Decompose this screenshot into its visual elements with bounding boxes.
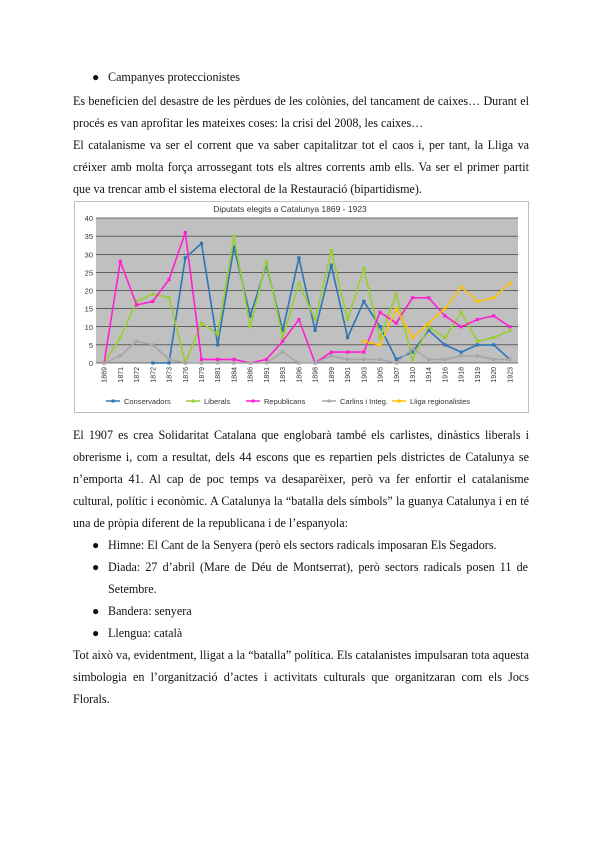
data-point	[492, 336, 495, 339]
data-point	[508, 358, 511, 361]
x-tick-label: 1920	[491, 367, 499, 383]
data-point	[167, 358, 170, 361]
legend-marker	[252, 400, 255, 403]
data-point	[476, 318, 479, 321]
y-tick-label: 10	[84, 322, 93, 332]
x-tick-label: 1869	[101, 367, 109, 383]
data-point	[411, 336, 414, 339]
data-point	[135, 340, 138, 343]
data-point	[184, 231, 187, 234]
x-tick-label: 1918	[458, 367, 466, 383]
data-point	[395, 307, 398, 310]
data-point	[460, 285, 463, 288]
y-tick-label: 40	[84, 214, 93, 223]
x-tick-label: 1872	[150, 367, 158, 383]
data-point	[232, 235, 235, 238]
data-point	[492, 343, 495, 346]
data-point	[346, 318, 349, 321]
data-point	[443, 358, 446, 361]
data-point	[362, 358, 365, 361]
data-point	[151, 343, 154, 346]
x-tick-label: 1872	[134, 367, 142, 383]
data-point	[330, 249, 333, 252]
x-tick-label: 1910	[410, 367, 417, 383]
data-point	[411, 296, 414, 299]
data-point	[330, 264, 333, 267]
x-tick-label: 1898	[312, 367, 320, 383]
paragraph-2: El catalanisme va ser el corrent que va saber capitalitzar tot el caos i, per tant, la Lliga va créixer amb molta força arrossegant tots els altres corrents amb ells. Va ser el primer partit que va trencar amb el sistema electoral de la Restauració (bipartidisme).	[73, 138, 529, 196]
data-point	[378, 325, 381, 328]
legend	[106, 397, 470, 406]
x-tick-label: 1919	[474, 367, 482, 383]
y-tick-label: 25	[84, 268, 93, 278]
data-point	[232, 358, 235, 361]
data-point	[346, 358, 349, 361]
data-point	[395, 293, 398, 296]
data-point	[395, 322, 398, 325]
data-point	[427, 358, 430, 361]
bullet-dot: ●	[92, 538, 100, 552]
data-point	[249, 325, 252, 328]
legend-marker	[398, 400, 401, 403]
data-point	[346, 336, 349, 339]
data-point	[265, 358, 268, 361]
data-point	[362, 351, 365, 354]
x-tick-label: 1907	[393, 367, 401, 383]
x-tick-label: 1914	[426, 367, 434, 383]
data-point	[362, 300, 365, 303]
data-point	[119, 336, 122, 339]
data-point	[346, 351, 349, 354]
x-tick-label: 1923	[507, 367, 515, 383]
data-point	[167, 278, 170, 281]
paragraph-4: Tot això va, evidentment, lligat a la “batalla” política. Els catalanistes impulsaran tota aquesta simbologia en l’organització d’actes i activitats culturals que organitzaran com els Jocs Florals.	[73, 648, 529, 706]
legend-marker	[112, 400, 115, 403]
symbol-item-anthem: Himne: El Cant de la Senyera (però els sectors radicals imposaran Els Segadors.	[108, 538, 497, 552]
data-point	[427, 325, 430, 328]
data-point	[395, 358, 398, 361]
x-tick-label: 1899	[328, 367, 336, 383]
x-tick-label: 1873	[166, 367, 174, 383]
data-point	[508, 325, 511, 328]
data-point	[476, 354, 479, 357]
x-tick-label: 1884	[231, 367, 239, 383]
data-point	[427, 296, 430, 299]
paragraph-3: El 1907 es crea Solidaritat Catalana que englobarà també els carlistes, dinàstics liberals i obrerisme i, com a resultat, dels 44 escons que es repartien pels districtes de Catalunya se n’emporta 41. Al cap de poc temps va desaparèixer, però va fer enfortir el catalanisme cultural, polític i econòmic. A Catalunya la “batalla dels símbols” la guanya Catalunya i en té una de pròpia diferent de la republicana i de l’espanyola:	[73, 428, 529, 530]
data-point	[362, 340, 365, 343]
x-tick-label: 1905	[377, 367, 385, 383]
y-tick-label: 30	[84, 250, 93, 260]
data-point	[378, 343, 381, 346]
paragraph-1: Es beneficien del desastre de les pèrdues de les colònies, del tancament de caixes… Durant el procés es van aprofitar les mateixes coses: la crisi del 2008, les caixes…	[73, 94, 529, 130]
chart	[74, 201, 529, 413]
legend-label: Lliga regionalistes	[410, 397, 471, 406]
bullet-dot: ●	[92, 604, 100, 618]
data-point	[216, 343, 219, 346]
data-point	[314, 318, 317, 321]
data-point	[200, 322, 203, 325]
data-point	[443, 336, 446, 339]
data-point	[362, 267, 365, 270]
data-point	[200, 361, 203, 364]
data-point	[476, 343, 479, 346]
data-point	[378, 336, 381, 339]
data-point	[216, 361, 219, 364]
data-point	[378, 358, 381, 361]
data-point	[297, 318, 300, 321]
data-point	[119, 260, 122, 263]
data-point	[476, 300, 479, 303]
legend-label: Liberals	[204, 397, 231, 406]
data-point	[281, 340, 284, 343]
x-tick-label: 1903	[361, 367, 369, 383]
bullet-dot: ●	[92, 626, 100, 640]
bullet-dot: ●	[92, 560, 100, 574]
chart-title: Diputats elegits a Catalunya 1869 - 1923	[213, 204, 367, 214]
data-point	[151, 300, 154, 303]
x-tick-label: 1881	[215, 367, 223, 383]
data-point	[443, 314, 446, 317]
x-tick-label: 1879	[199, 367, 206, 383]
x-tick-label: 1876	[182, 367, 190, 383]
data-point	[184, 361, 187, 364]
data-point	[314, 361, 317, 364]
data-point	[378, 311, 381, 314]
data-point	[103, 361, 106, 364]
data-point	[460, 351, 463, 354]
data-point	[411, 358, 414, 361]
data-point	[249, 361, 252, 364]
data-point	[460, 354, 463, 357]
data-point	[216, 358, 219, 361]
data-point	[492, 296, 495, 299]
data-point	[330, 354, 333, 357]
data-point	[330, 351, 333, 354]
y-tick-label: 15	[84, 304, 93, 314]
data-point	[443, 343, 446, 346]
data-point	[508, 329, 511, 332]
data-point	[395, 361, 398, 364]
legend-marker	[192, 400, 195, 403]
y-tick-label: 20	[84, 286, 93, 296]
data-point	[297, 256, 300, 259]
intro-bullet-text: Campanyes proteccionistes	[108, 70, 240, 84]
legend-label: Carlins i Integ.	[340, 397, 388, 406]
x-tick-label: 1893	[280, 367, 288, 383]
data-point	[492, 314, 495, 317]
x-tick-label: 1896	[296, 367, 304, 383]
data-point	[167, 361, 170, 364]
data-point	[411, 347, 414, 350]
data-point	[314, 329, 317, 332]
data-point	[119, 354, 122, 357]
data-point	[232, 361, 235, 364]
data-point	[135, 303, 138, 306]
data-point	[476, 340, 479, 343]
data-point	[427, 322, 430, 325]
data-point	[200, 242, 203, 245]
x-tick-label: 1916	[442, 367, 450, 383]
x-tick-label: 1886	[247, 367, 255, 383]
data-point	[151, 361, 154, 364]
symbol-item-language: Llengua: català	[108, 626, 183, 640]
legend-label: Republicans	[264, 397, 306, 406]
data-point	[167, 296, 170, 299]
data-point	[151, 293, 154, 296]
data-point	[443, 307, 446, 310]
data-point	[297, 361, 300, 364]
symbol-item-flag: Bandera: senyera	[108, 604, 192, 618]
data-point	[460, 311, 463, 314]
data-point	[460, 325, 463, 328]
data-point	[281, 351, 284, 354]
legend-label: Conservadors	[124, 397, 171, 406]
data-point	[265, 260, 268, 263]
y-tick-label: 35	[84, 232, 93, 242]
x-tick-label: 1891	[263, 367, 271, 383]
data-point	[508, 282, 511, 285]
bullet-dot: ●	[92, 70, 100, 84]
y-tick-label: 0	[88, 359, 93, 368]
symbol-item-diada: Diada: 27 d’abril (Mare de Déu de Montserrat), però sectors radicals posen 11 de Setembre.	[108, 560, 528, 596]
data-point	[492, 358, 495, 361]
x-tick-label: 1871	[117, 367, 125, 383]
legend-marker	[328, 400, 331, 403]
data-point	[265, 361, 268, 364]
x-tick-label: 1901	[345, 367, 353, 383]
data-point	[216, 332, 219, 335]
data-point	[297, 282, 300, 285]
data-point	[200, 358, 203, 361]
y-tick-label: 5	[88, 340, 93, 350]
data-point	[184, 256, 187, 259]
